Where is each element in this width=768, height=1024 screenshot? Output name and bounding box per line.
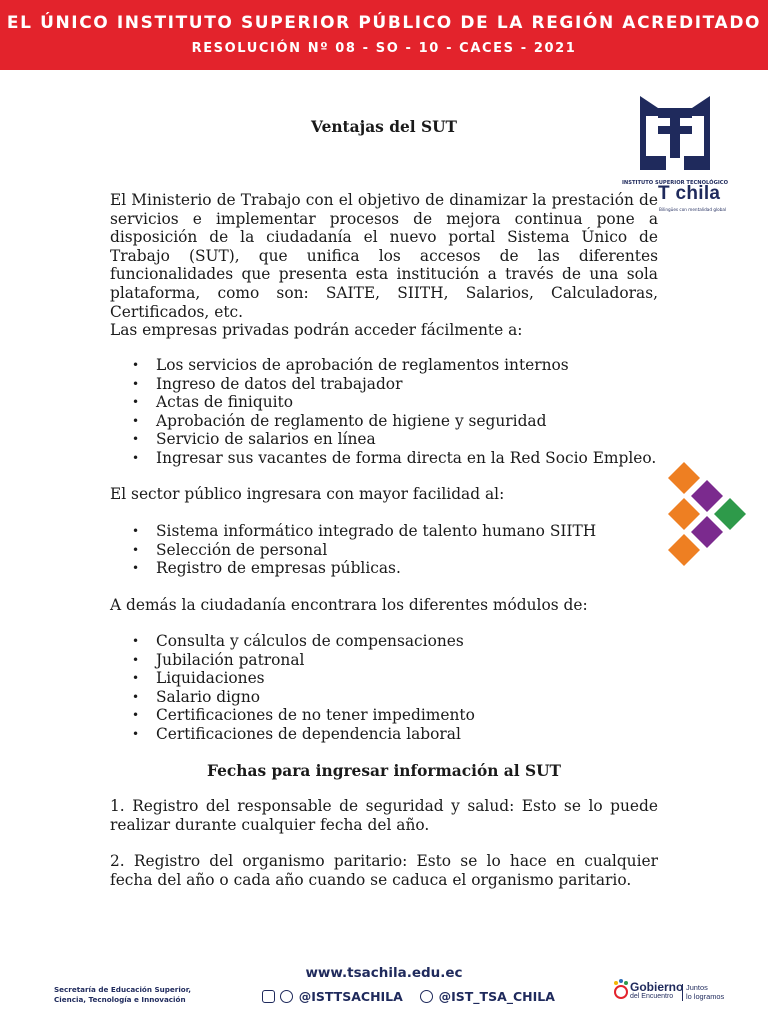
list-item: • Consulta y cálculos de compensaciones	[110, 632, 658, 651]
document-title: Ventajas del SUT	[311, 118, 457, 136]
list-item: • Ingresar sus vacantes de forma directa en la Red Socio Empleo.	[110, 449, 658, 468]
list-item: • Ingreso de datos del trabajador	[110, 375, 658, 394]
facebook-icon	[262, 990, 275, 1003]
private-heading: Las empresas privadas podrán acceder fácilmente a:	[110, 321, 523, 339]
intro-paragraph: El Ministerio de Trabajo con el objetivo de dinamizar la prestación de servicios e implementar procesos de mejora continua pone a disposición de la ciudadanía el nuevo portal Sistema Único de Trabajo (SUT), que unifica los accesos de las diferentes funcionalidades que presenta esta institución a través de una sola plataforma, como son: SAITE, SIITH, Salarios, Calculadoras, Certificados, etc.	[110, 191, 658, 321]
list-item: • Liquidaciones	[110, 669, 658, 688]
list-item: • Certificaciones de dependencia laboral	[110, 725, 658, 744]
footer-social-links	[262, 989, 555, 1004]
header-banner	[0, 0, 768, 70]
list-item: • Certificaciones de no tener impedimento	[110, 706, 658, 725]
citizen-heading: A demás la ciudadanía encontrara los diferentes módulos de:	[110, 596, 588, 614]
government-logo	[612, 972, 742, 1008]
list-item: • Aprobación de reglamento de higiene y seguridad	[110, 412, 658, 431]
footer-website-link[interactable]: www.tsachila.edu.ec	[305, 965, 463, 981]
senescyt-line-1: Secretaría de Educación Superior,	[54, 985, 191, 994]
list-item: • Jubilación patronal	[110, 651, 658, 670]
government-slogan	[682, 984, 724, 1001]
government-slogan-line-2: lo logramos	[686, 991, 725, 1001]
logo-emblem-icon	[618, 94, 734, 184]
dates-title: Fechas para ingresar información al SUT	[207, 762, 561, 780]
government-slogan-line-1: Juntos	[686, 983, 708, 992]
logo-tagline: Bilingües con mentalidad global	[659, 207, 727, 212]
government-emblem-icon	[612, 978, 630, 1004]
senescyt-logo	[54, 985, 191, 1004]
citizen-list	[110, 632, 658, 744]
list-item: • Actas de finiquito	[110, 393, 658, 412]
social-handle-2[interactable]: @IST_TSA_CHILA	[438, 989, 555, 1004]
date-item-1: 1. Registro del responsable de seguridad y salud: Esto se lo puede realizar durante cualquier fecha del año.	[110, 797, 658, 834]
private-list	[110, 356, 658, 468]
date-item-2: 2. Registro del organismo paritario: Esto se lo hace en cualquier fecha del año o cada año cuando se caduca el organismo paritario.	[110, 852, 658, 889]
banner-resolution: RESOLUCIÓN Nº 08 - SO - 10 - CACES - 2021	[191, 41, 577, 56]
twitter-icon	[420, 990, 433, 1003]
instagram-icon	[280, 990, 293, 1003]
banner-title: EL ÚNICO INSTITUTO SUPERIOR PÚBLICO DE LA REGIÓN ACREDITADO	[6, 13, 762, 33]
social-handle-1[interactable]: @ISTTSACHILA	[298, 989, 403, 1004]
list-item: • Los servicios de aprobación de reglamentos internos	[110, 356, 658, 375]
logo-brand: T chila	[658, 183, 721, 204]
government-sub: del Encuentro	[630, 993, 674, 1000]
public-list	[110, 522, 658, 578]
public-heading: El sector público ingresara con mayor facilidad al:	[110, 485, 505, 503]
logo-institute-label: INSTITUTO SUPERIOR TECNOLÓGICO	[622, 180, 728, 186]
list-item: • Selección de personal	[110, 541, 658, 560]
list-item: • Registro de empresas públicas.	[110, 559, 658, 578]
list-item: • Sistema informático integrado de talento humano SIITH	[110, 522, 658, 541]
decorative-diamonds-icon	[660, 462, 750, 566]
government-name: Gobierno	[630, 980, 684, 994]
list-item: • Servicio de salarios en línea	[110, 430, 658, 449]
list-item: • Salario digno	[110, 688, 658, 707]
senescyt-line-2: Ciencia, Tecnología e Innovación	[54, 994, 186, 1004]
